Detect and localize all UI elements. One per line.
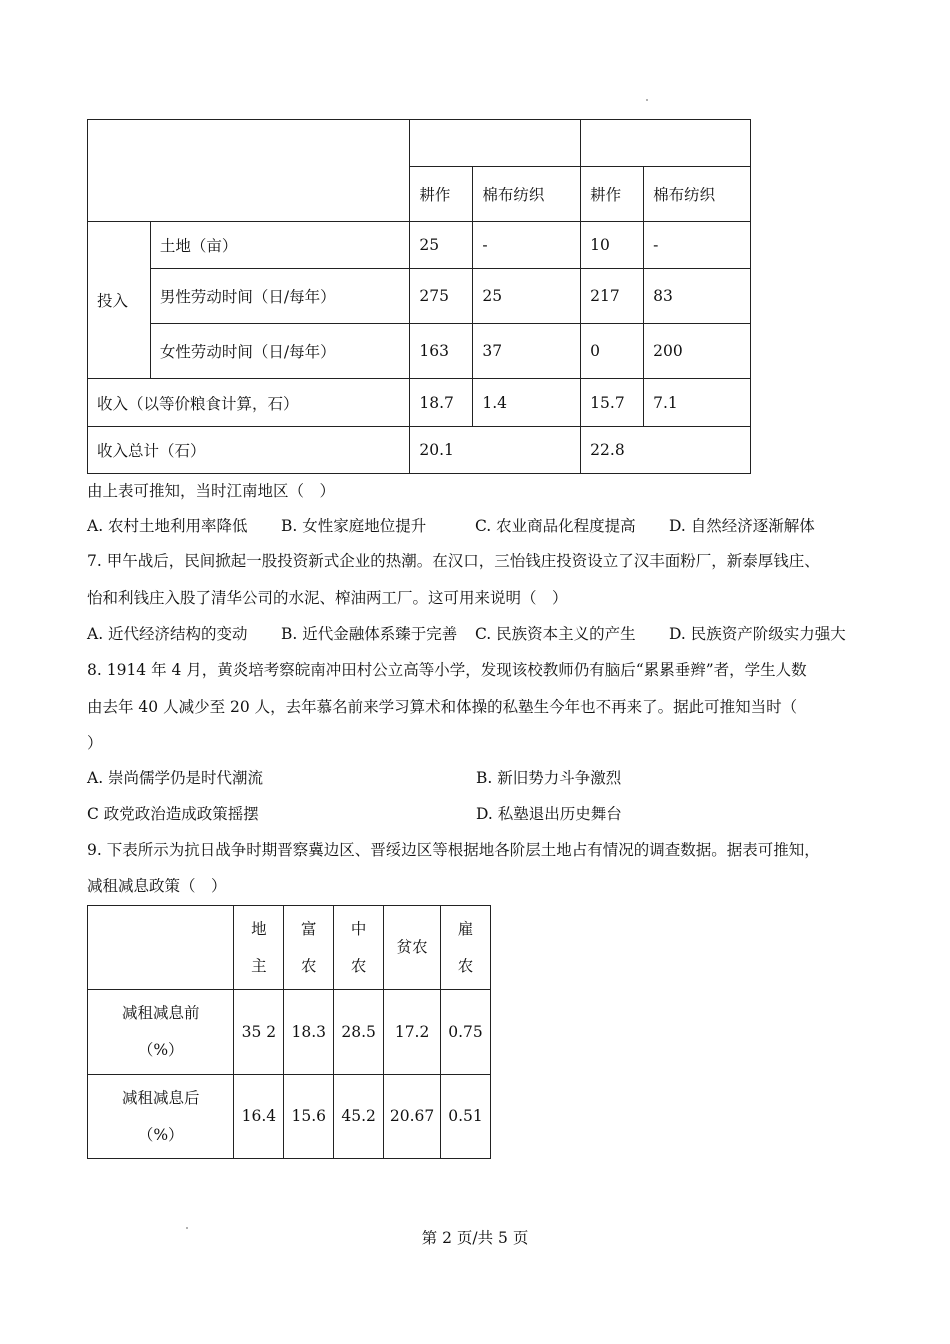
question-8-option-d[interactable]: D. 私塾退出历史舞台 xyxy=(476,805,622,823)
question-6-option-d[interactable]: D. 自然经济逐渐解体 xyxy=(669,517,815,535)
question-7-line-1: 7. 甲午战后，民间掀起一股投资新式企业的热潮。在汉口，三怡钱庄投资设立了汉丰面粉厂，新泰厚钱庄、 xyxy=(87,552,820,570)
scan-dot xyxy=(646,99,648,101)
question-6-option-b[interactable]: B. 女性家庭地位提升 xyxy=(281,517,427,535)
cell: 217 xyxy=(581,269,644,324)
cell: 15.7 xyxy=(581,379,644,427)
cell: 0 xyxy=(581,324,644,379)
sub-header: 棉布纺织 xyxy=(473,167,581,222)
cell: 20.1 xyxy=(410,427,581,474)
question-6-option-a[interactable]: A. 农村土地利用率降低 xyxy=(87,517,248,535)
investment-label: 投入 xyxy=(88,222,151,379)
cell: 0.51 xyxy=(441,1075,491,1159)
cell: 18.3 xyxy=(284,990,334,1075)
cell: 28.5 xyxy=(334,990,384,1075)
cell: 275 xyxy=(410,269,473,324)
question-8-option-b[interactable]: B. 新旧势力斗争激烈 xyxy=(476,769,622,787)
cell: - xyxy=(473,222,581,269)
cell: 1.4 xyxy=(473,379,581,427)
question-6-option-c[interactable]: C. 农业商品化程度提高 xyxy=(475,517,636,535)
group-header-2 xyxy=(581,120,751,167)
question-7-line-2: 怡和利钱庄入股了清华公司的水泥、榨油两工厂。这可用来说明（ ） xyxy=(87,589,568,607)
column-header: 富 农 xyxy=(284,906,334,990)
cell: 200 xyxy=(644,324,751,379)
cell: 0.75 xyxy=(441,990,491,1075)
column-header: 雇 农 xyxy=(441,906,491,990)
cell: 22.8 xyxy=(581,427,751,474)
cell: 25 xyxy=(473,269,581,324)
cell: 45.2 xyxy=(334,1075,384,1159)
income-label: 收入（以等价粮食计算，石） xyxy=(88,379,410,427)
column-header: 地 主 xyxy=(234,906,284,990)
row-label: 女性劳动时间（日/每年） xyxy=(150,324,410,379)
column-header: 贫农 xyxy=(384,906,441,990)
cell: 18.7 xyxy=(410,379,473,427)
table-corner xyxy=(88,906,234,990)
question-6-stem: 由上表可推知，当时江南地区（ ） xyxy=(87,482,336,500)
cell: 35 2 xyxy=(234,990,284,1075)
row-label: 减租减息后 （%） xyxy=(88,1075,234,1159)
question-7-option-a[interactable]: A. 近代经济结构的变动 xyxy=(87,625,248,643)
question-8-line-2: 由去年 40 人减少至 20 人，去年慕名前来学习算术和体操的私塾生今年也不再来了。据此可推知当时（ xyxy=(87,698,798,716)
question-8-line-3: ） xyxy=(87,734,103,752)
row-label: 男性劳动时间（日/每年） xyxy=(150,269,410,324)
total-label: 收入总计（石） xyxy=(88,427,410,474)
cell: 16.4 xyxy=(234,1075,284,1159)
question-8-line-1: 8. 1914 年 4 月，黄炎培考察皖南冲田村公立高等小学，发现该校教师仍有脑后“累累垂辫”者，学生人数 xyxy=(87,661,807,679)
question-7-option-c[interactable]: C. 民族资本主义的产生 xyxy=(475,625,636,643)
sub-header: 棉布纺织 xyxy=(644,167,751,222)
cell: 15.6 xyxy=(284,1075,334,1159)
cell: 25 xyxy=(410,222,473,269)
cell: 163 xyxy=(410,324,473,379)
cell: 37 xyxy=(473,324,581,379)
land-table xyxy=(87,905,491,1159)
row-label: 土地（亩） xyxy=(150,222,410,269)
cell: - xyxy=(644,222,751,269)
cell: 20.67 xyxy=(384,1075,441,1159)
sub-header: 耕作 xyxy=(581,167,644,222)
question-7-option-b[interactable]: B. 近代金融体系臻于完善 xyxy=(281,625,458,643)
cell: 17.2 xyxy=(384,990,441,1075)
question-9-line-1: 9. 下表所示为抗日战争时期晋察冀边区、晋绥边区等根据地各阶层土地占有情况的调查数据。据表可推知， xyxy=(87,841,820,859)
group-header-1 xyxy=(410,120,581,167)
table-corner xyxy=(88,120,410,222)
question-7-option-d[interactable]: D. 民族资产阶级实力强大 xyxy=(669,625,846,643)
cell: 83 xyxy=(644,269,751,324)
cell: 10 xyxy=(581,222,644,269)
sub-header: 耕作 xyxy=(410,167,473,222)
page-number: 第 2 页/共 5 页 xyxy=(421,1229,529,1247)
question-8-option-c[interactable]: C 政党政治造成政策摇摆 xyxy=(87,805,259,823)
income-table xyxy=(87,119,751,474)
question-8-option-a[interactable]: A. 崇尚儒学仍是时代潮流 xyxy=(87,769,264,787)
cell: 7.1 xyxy=(644,379,751,427)
row-label: 减租减息前 （%） xyxy=(88,990,234,1075)
column-header: 中 农 xyxy=(334,906,384,990)
question-9-line-2: 减租减息政策（ ） xyxy=(87,877,227,895)
